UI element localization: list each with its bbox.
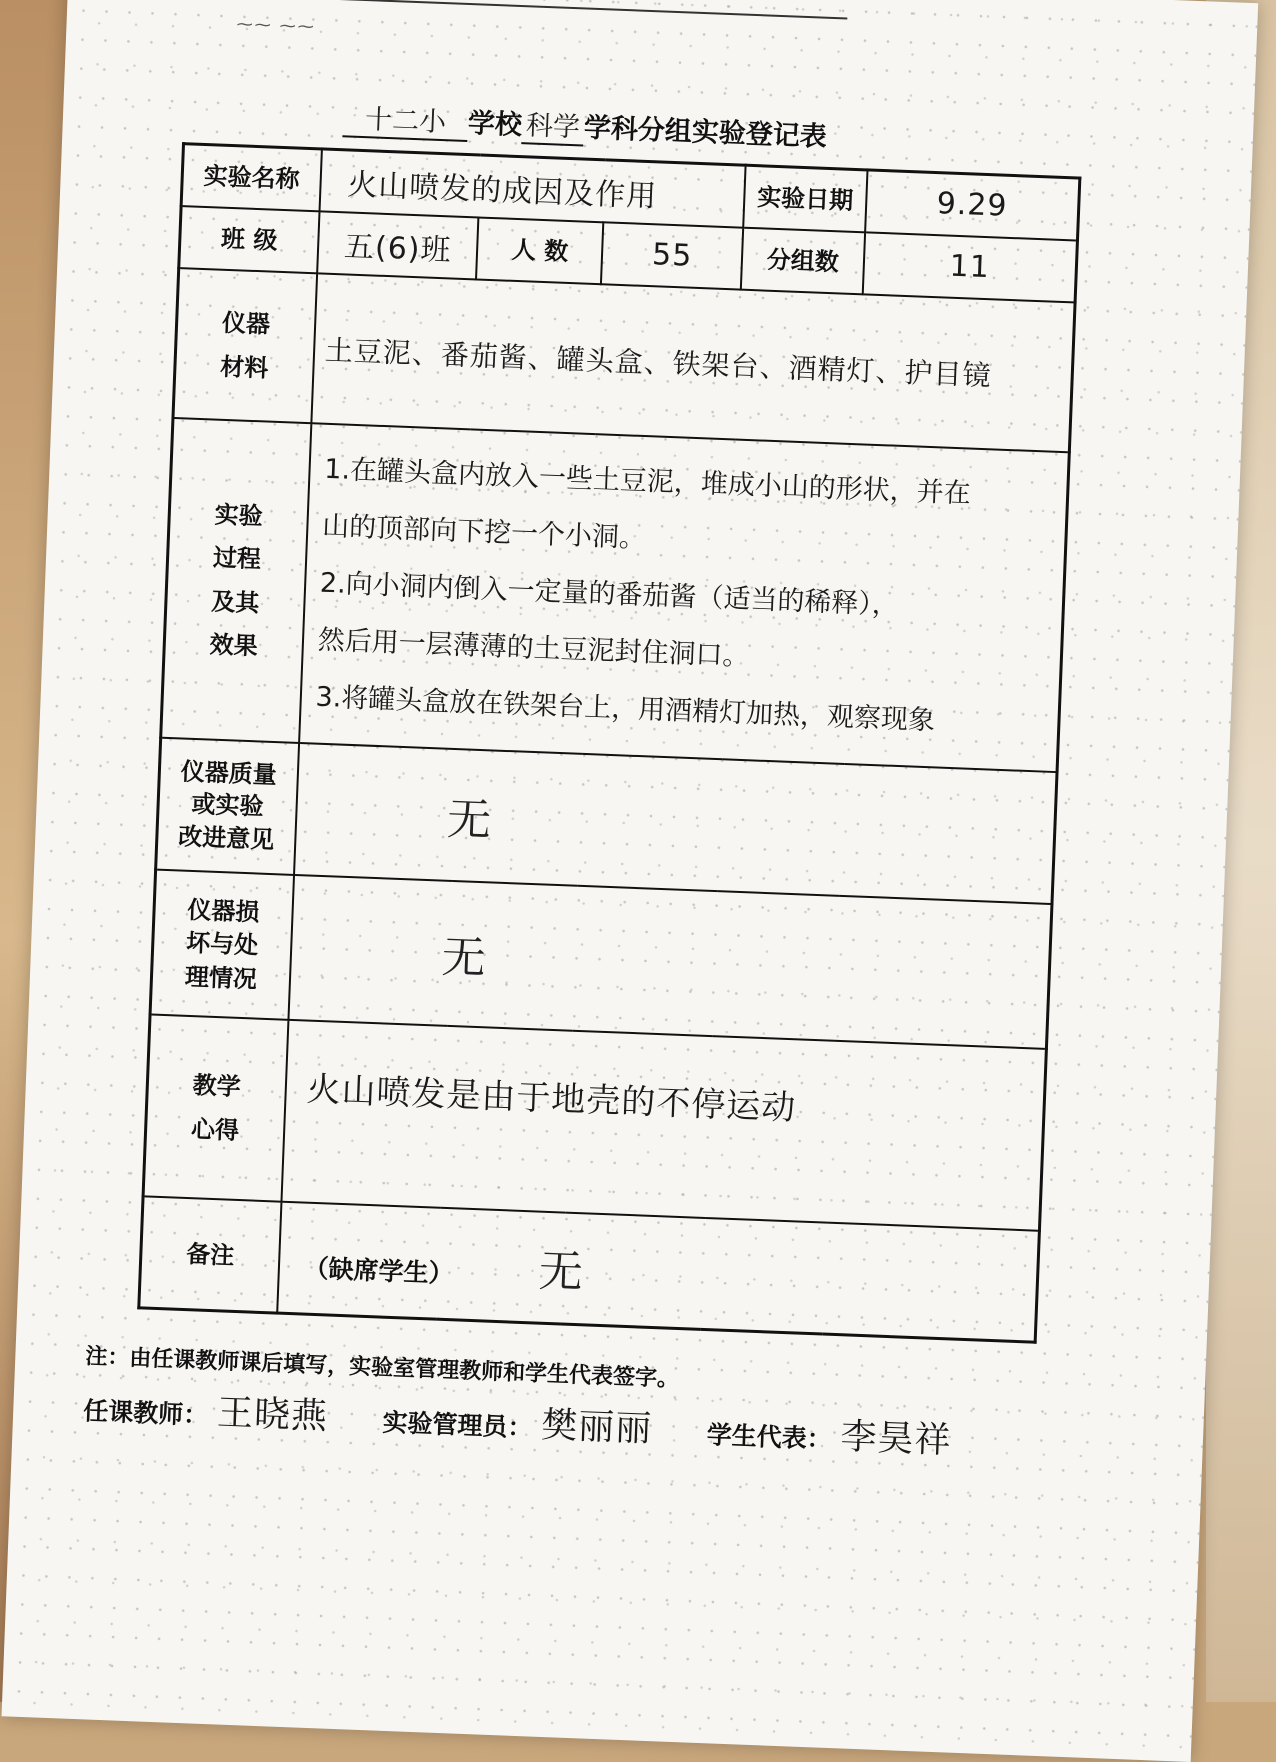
value-headcount: 55: [601, 222, 743, 289]
lab-admin-signature: 樊丽丽: [540, 1404, 654, 1451]
paper-sheet: [2, 0, 1259, 1762]
value-groups: 11: [863, 232, 1078, 302]
label-quality-line1: 仪器质量: [180, 756, 278, 790]
label-teaching-line2: 心得: [190, 1113, 240, 1145]
top-rule-line: [308, 0, 848, 20]
row-process: [161, 417, 1070, 771]
label-damage-line1: 仪器损: [186, 894, 261, 927]
process-line: 然后用一层薄薄的土豆泥封住洞口。: [317, 624, 751, 673]
label-equipment-line2: 材料: [219, 351, 269, 383]
lab-admin-label: 实验管理员：: [381, 1407, 534, 1443]
label-damage: [150, 869, 294, 1019]
signature-row: [83, 1379, 1174, 1472]
title-school: 十二小: [342, 96, 468, 142]
process-line: 3.将罐头盒放在铁架台上，用酒精灯加热，观察现象: [315, 681, 936, 737]
label-damage-line3: 理情况: [184, 961, 258, 994]
value-class: 五(6)班: [317, 211, 479, 279]
label-equipment: [173, 268, 317, 423]
value-teaching: 火山喷发是由于地壳的不停运动: [281, 1019, 1046, 1230]
row-teaching: [143, 1014, 1046, 1230]
value-damage: 无: [288, 874, 1052, 1048]
label-teaching-line1: 教学: [192, 1070, 242, 1102]
label-process-line2: 过程: [212, 542, 262, 574]
label-groups: 分组数: [741, 227, 865, 294]
title-part1: 学校: [467, 108, 523, 142]
value-quality: 无: [294, 742, 1057, 903]
process-line: 山的顶部向下挖一个小洞。: [321, 510, 647, 555]
process-line: 2.向小洞内倒入一定量的番茄酱（适当的稀释），: [319, 567, 900, 621]
student-rep-signature: 李昊祥: [839, 1416, 953, 1462]
value-equipment: 土豆泥、番茄酱、罐头盒、铁架台、酒精灯、护目镜: [311, 273, 1075, 452]
label-equipment-line1: 仪器: [221, 308, 271, 339]
value-absent: 无: [537, 1245, 584, 1299]
label-quality: [156, 737, 299, 874]
label-quality-line2: 或实验: [190, 789, 265, 821]
value-process: [299, 423, 1069, 772]
label-teaching: [143, 1014, 288, 1201]
label-absent: （缺席学生）: [303, 1253, 455, 1289]
label-remarks: 备注: [139, 1196, 281, 1313]
label-process-line4: 效果: [209, 629, 259, 661]
title-part2: 学科分组实验登记表: [583, 112, 828, 153]
teacher-label: 任课教师：: [82, 1396, 209, 1430]
process-line: 1.在罐头盒内放入一些土豆泥，堆成小山的形状，并在: [323, 453, 972, 510]
teacher-signature: 王晓燕: [216, 1392, 329, 1438]
top-scribble: ⁓⁓ ⁓⁓: [236, 14, 317, 37]
value-experiment-date: 9.29: [865, 170, 1080, 240]
student-rep-label: 学生代表：: [706, 1420, 833, 1454]
label-class: 班 级: [179, 206, 320, 273]
value-experiment-name: 火山喷发的成因及作用: [319, 149, 745, 227]
label-process: [161, 417, 311, 742]
label-damage-line2: 坏与处: [185, 928, 259, 960]
label-experiment-date: 实验日期: [743, 165, 867, 232]
label-process-line1: 实验: [214, 499, 264, 531]
title-subject: 科学: [521, 103, 585, 146]
registration-table: [137, 142, 1081, 1344]
label-experiment-name: 实验名称: [181, 144, 322, 211]
label-headcount: 人 数: [477, 217, 604, 284]
label-quality-line3: 改进意见: [177, 821, 275, 854]
footnote: 注：由任课教师课后填写，实验室管理教师和学生代表签字。: [84, 1343, 680, 1393]
label-process-line3: 及其: [210, 586, 260, 617]
